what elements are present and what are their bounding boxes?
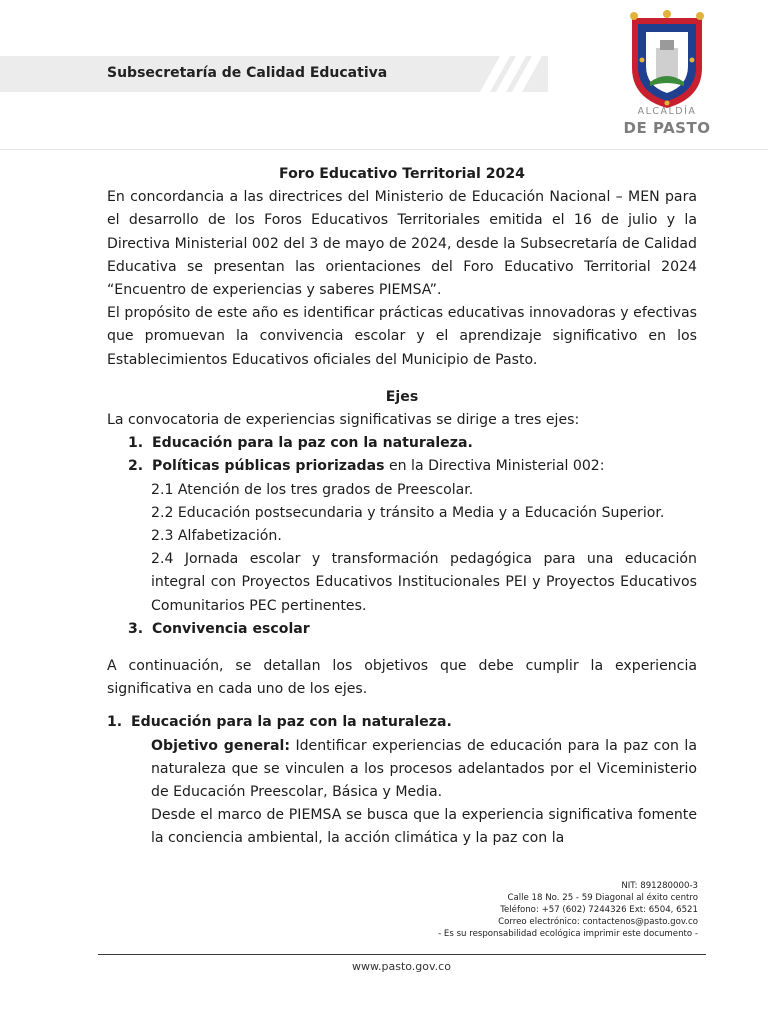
objective-general [107,735,697,805]
eje-item-1-number: 1. [128,435,144,452]
footer-divider [98,954,706,955]
logo-caption-big: DE PASTO [623,119,711,137]
intro-paragraph: En concordancia a las directrices del Ministerio de Educación Nacional – MEN para el desarrollo de los Foros Educativos Territoriales emitida el 16 de julio y la Directiva Ministerial 002 del 3 de mayo de 2024, desde la Subsecretaría de Calidad Educativa se presentan las orientaciones del Foro Educativo Territorial 2024 “Encuentro de experiencias y saberes PIEMSA”. [107,189,697,299]
header-band-stripes [470,56,548,92]
eje-item-3-number: 3. [128,620,144,637]
sub-item-2-1: 2.1 Atención de los tres grados de Preescolar. [151,481,474,498]
footer-address: Calle 18 No. 25 - 59 Diagonal al éxito centro [507,893,698,903]
section-1-number: 1. [107,714,123,731]
sub-item-2-3: 2.3 Alfabetización. [151,528,282,545]
purpose-paragraph: El propósito de este año es identificar prácticas educativas innovadoras y efectivas que promuevan la convivencia escolar y el aprendizaje significativo en los Establecimientos Educativos oficiales del Municipio de Pasto. [107,305,697,368]
document-body [107,163,697,851]
eje-item-3 [107,618,697,641]
objectives-intro: A continuación, se detallan los objetivos que debe cumplir la experiencia significativa en cada uno de los ejes. [107,658,697,698]
objective-text: Identificar experiencias de educación para la paz con la naturaleza que se vinculen a los procesos adelantados por el Viceministerio de Educación Preescolar, Básica y Media. [151,737,697,801]
sub-item-2-4: 2.4 Jornada escolar y transformación pedagógica para una educación integral con Proyectos Educativos Institucionales PEI y Proyectos Educativos Comunitarios PEC pertinentes. [151,551,697,614]
eje-item-2-rest: en la Directiva Ministerial 002: [384,458,605,475]
logo-caption-small: ALCALDÍA [637,106,697,117]
eje-item-2-bold: Políticas públicas priorizadas [152,458,385,475]
eje-item-3-text: Convivencia escolar [152,620,310,637]
footer-email: Correo electrónico: contactenos@pasto.gov.co [498,917,698,927]
ejes-intro: La convocatoria de experiencias significativas se dirige a tres ejes: [107,412,580,429]
ejes-heading: Ejes [385,388,419,405]
objective-label: Objetivo general: [151,737,290,754]
eje-item-2 [107,455,697,478]
section-1-title: Educación para la paz con la naturaleza. [131,714,452,731]
footer-eco-note: - Es su responsabilidad ecológica imprimir este documento - [438,929,698,939]
section-1-heading [107,711,697,734]
piemsa-paragraph: Desde el marco de PIEMSA se busca que la experiencia significativa fomente la conciencia ambiental, la acción climática y la paz con la [151,807,697,847]
header-divider [0,149,768,150]
eje-item-1-text: Educación para la paz con la naturaleza. [152,435,473,452]
footer-nit: NIT: 891280000-3 [621,881,698,891]
footer-website-link[interactable]: www.pasto.gov.co [352,960,451,973]
sub-item-2-2: 2.2 Educación postsecundaria y tránsito a Media y a Educación Superior. [151,504,665,521]
eje-item-1 [107,432,697,455]
eje-item-2-number: 2. [128,458,144,475]
footer-contact-block [438,880,698,940]
document-title: Foro Educativo Territorial 2024 [279,166,525,182]
header-title: Subsecretaría de Calidad Educativa [107,65,388,81]
footer-phone: Teléfono: +57 (602) 7244326 Ext: 6504, 6521 [500,905,698,915]
